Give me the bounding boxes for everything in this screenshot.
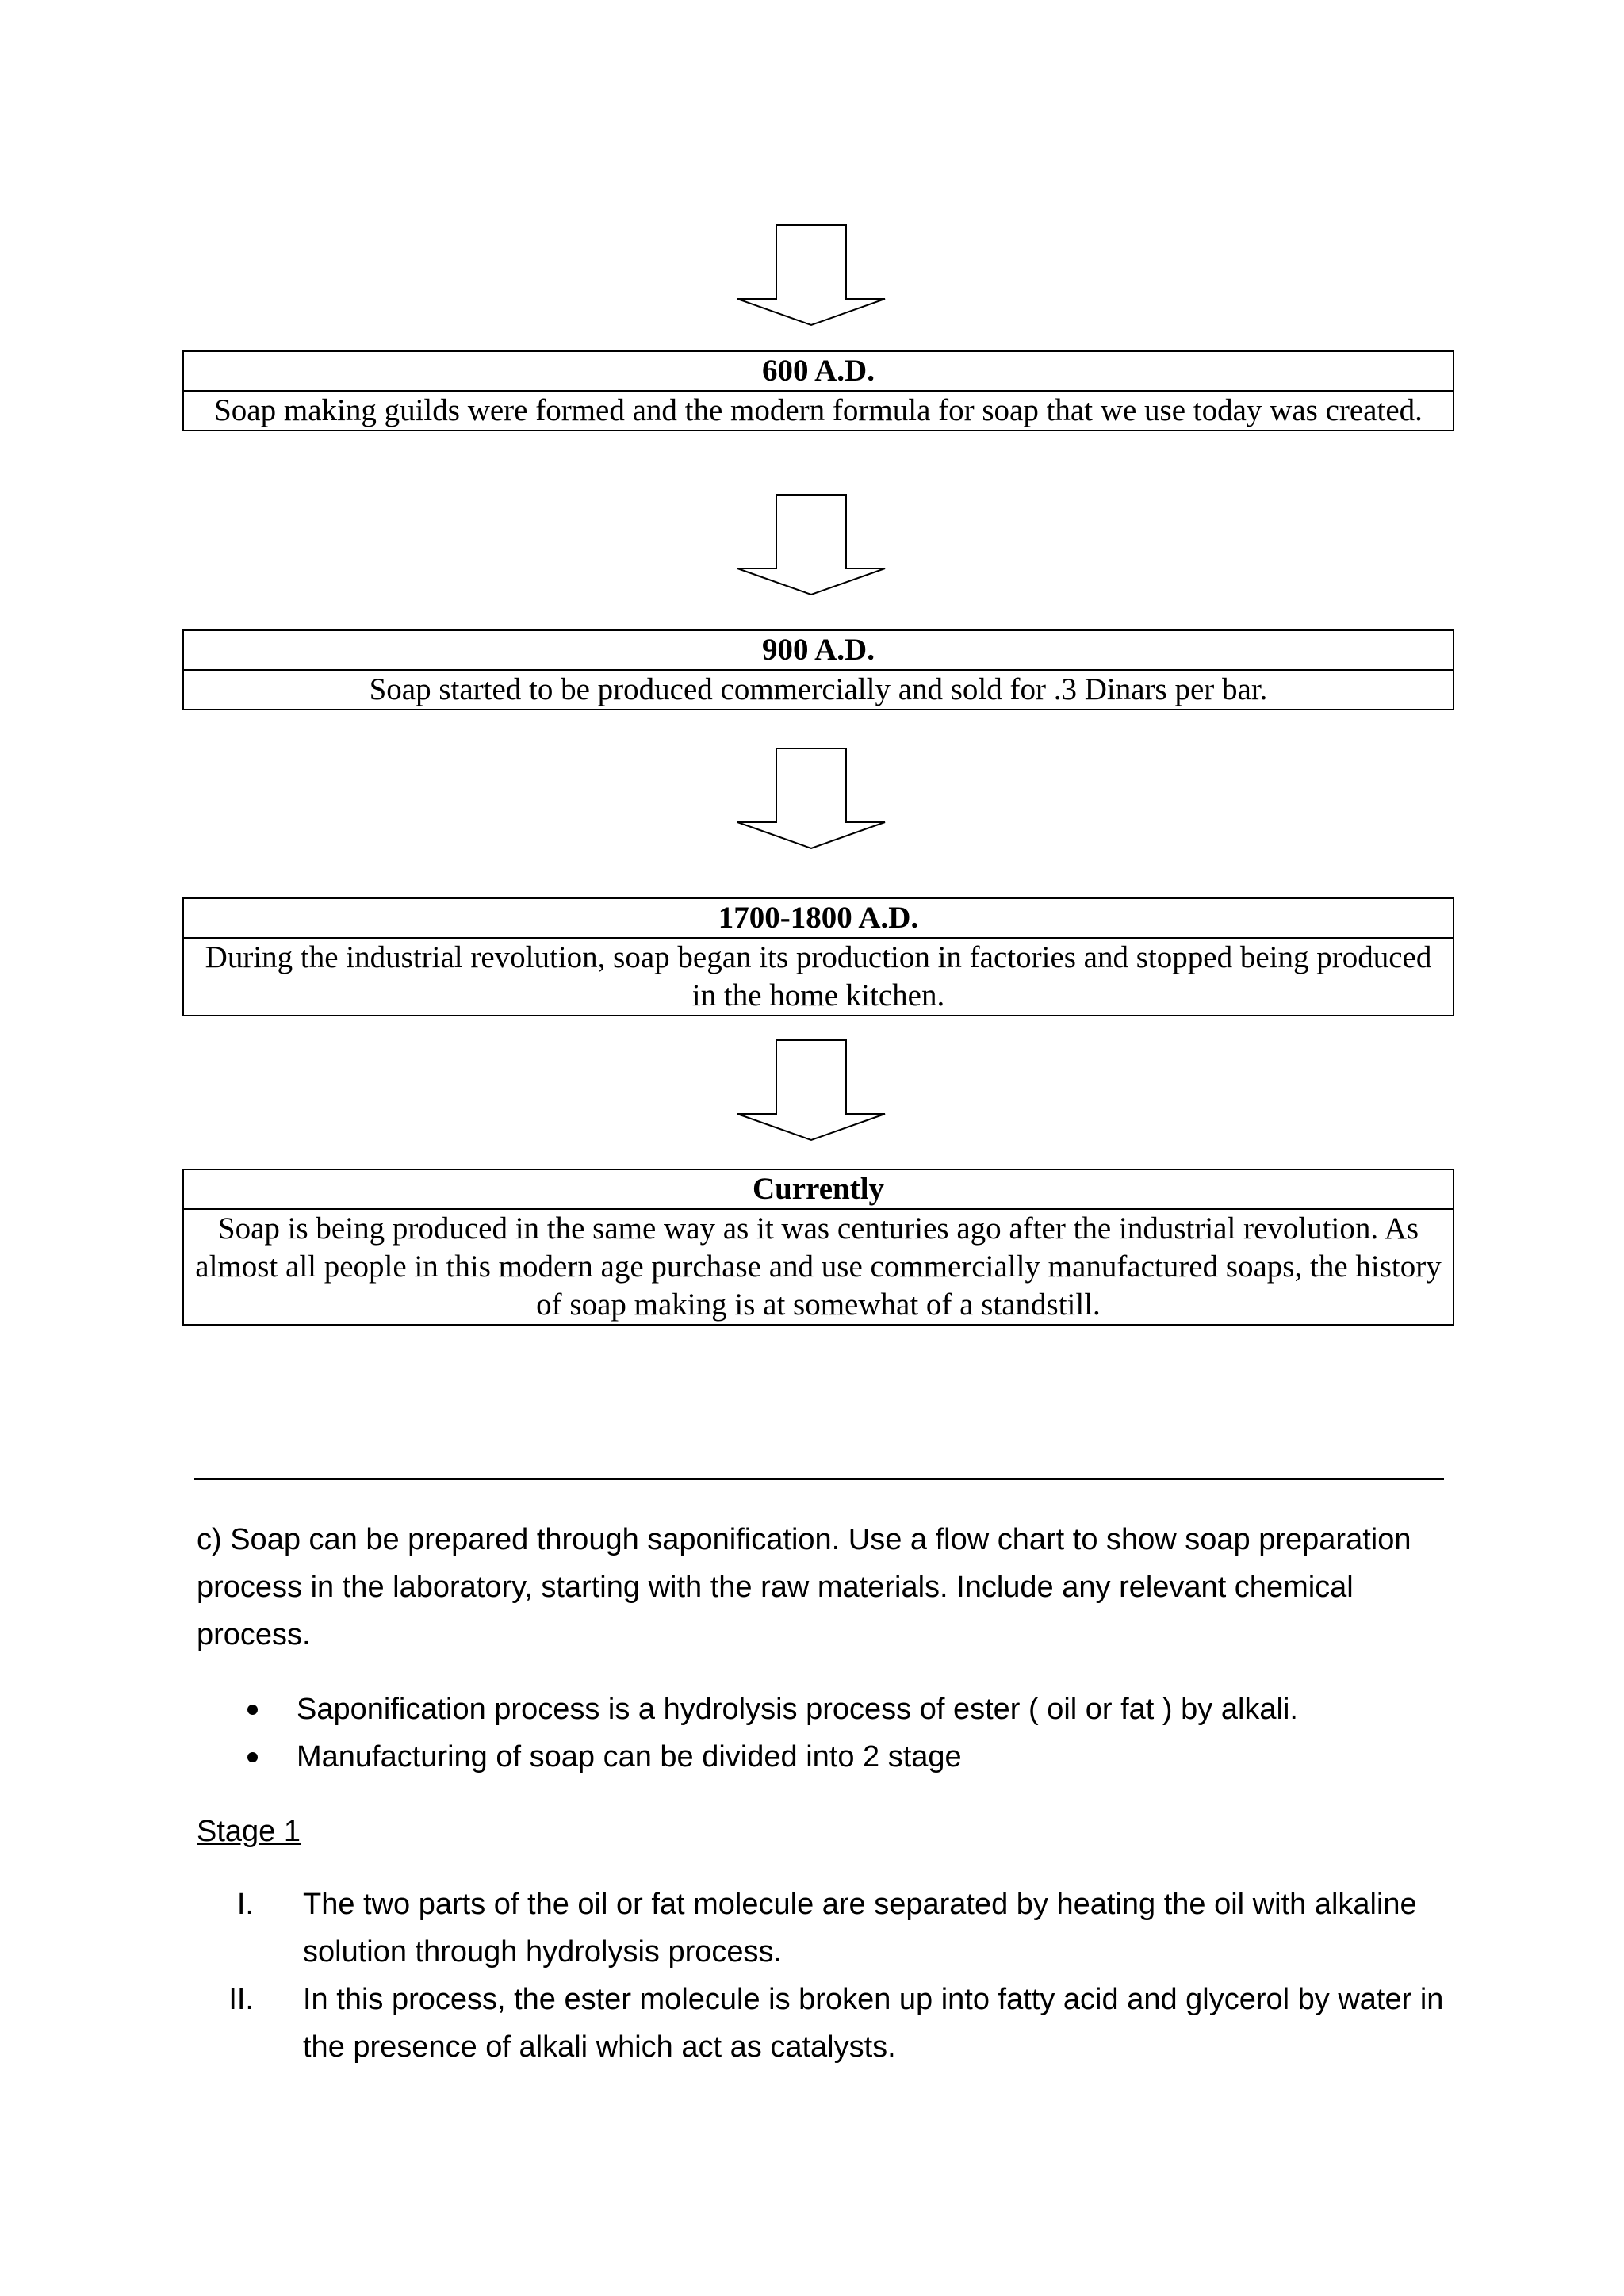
- bullet-text: Manufacturing of soap can be divided into 2 stage: [297, 1740, 962, 1774]
- timeline-title: 1700-1800 A.D.: [184, 899, 1453, 939]
- item-number: I.: [236, 1888, 254, 1921]
- stage-list: [197, 1881, 1450, 2071]
- bullet-icon: [247, 1752, 258, 1762]
- section-divider: [194, 1478, 1444, 1480]
- stage-heading: Stage 1: [197, 1815, 301, 1848]
- down-arrow-icon: [736, 1039, 887, 1142]
- list-item: [197, 1976, 1450, 2071]
- timeline-box-600-ad: [182, 350, 1454, 431]
- list-item: [197, 1733, 1434, 1781]
- timeline-body: Soap is being produced in the same way as it was centuries ago after the industrial revolution. As almost all people in this modern age purchase and use commercially manufactured soaps, the history of soap making is at somewhat of a standstill.: [195, 1211, 1442, 1322]
- timeline-title: 900 A.D.: [184, 631, 1453, 671]
- bullet-list: [197, 1686, 1434, 1781]
- bullet-icon: [247, 1705, 258, 1715]
- list-item: [197, 1881, 1450, 1976]
- timeline-body: During the industrial revolution, soap began its production in factories and stopped being produced in the home kitchen.: [205, 940, 1432, 1012]
- question-text: c) Soap can be prepared through saponification. Use a flow chart to show soap preparation process in the laboratory, starting with the raw materials. Include any relevant chemical process.: [197, 1523, 1411, 1651]
- bullet-text: Saponification process is a hydrolysis process of ester ( oil or fat ) by alkali.: [297, 1693, 1298, 1726]
- list-item: [197, 1686, 1434, 1733]
- item-text: In this process, the ester molecule is broken up into fatty acid and glycerol by water in the presence of alkali which act as catalysts.: [303, 1983, 1444, 2064]
- down-arrow-icon: [736, 224, 887, 327]
- timeline-title: Currently: [184, 1170, 1453, 1210]
- timeline-box-1700-1800-ad: [182, 897, 1454, 1016]
- timeline-body: Soap making guilds were formed and the modern formula for soap that we use today was created.: [214, 393, 1423, 427]
- down-arrow-icon: [736, 493, 887, 596]
- down-arrow-icon: [736, 747, 887, 850]
- timeline-title: 600 A.D.: [184, 352, 1453, 392]
- item-text: The two parts of the oil or fat molecule are separated by heating the oil with alkaline solution through hydrolysis process.: [303, 1888, 1417, 1969]
- timeline-box-900-ad: [182, 629, 1454, 710]
- item-number: II.: [228, 1983, 254, 2016]
- timeline-body: Soap started to be produced commercially and sold for .3 Dinars per bar.: [369, 672, 1268, 706]
- timeline-box-currently: [182, 1169, 1454, 1326]
